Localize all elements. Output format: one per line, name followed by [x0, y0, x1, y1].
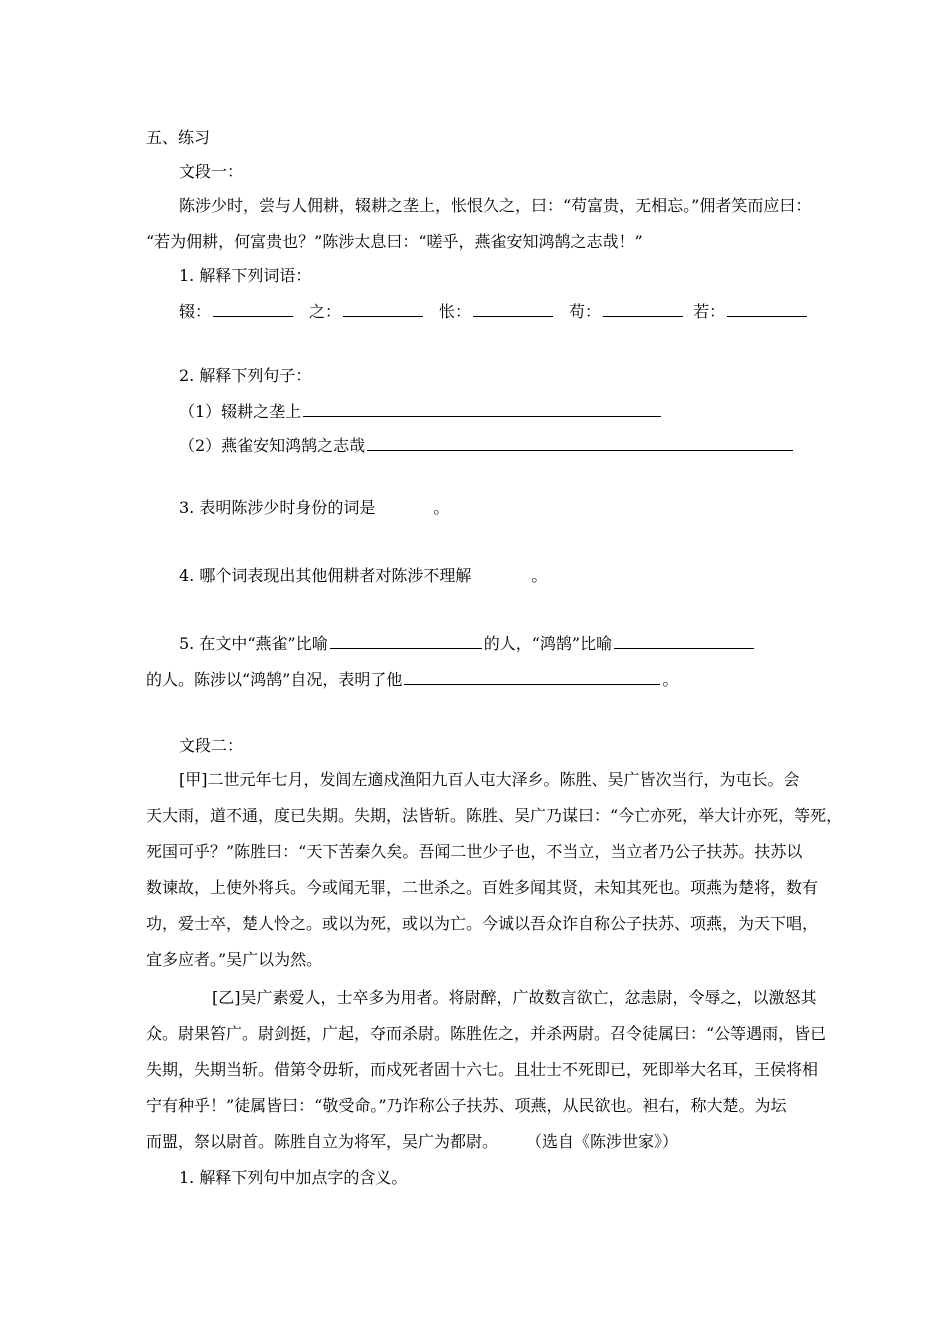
q3-text: 3. 表明陈涉少时身份的词是	[179, 498, 376, 517]
passage2-q1: 1. 解释下列句中加点字的含义。	[179, 1168, 408, 1187]
answer-blank[interactable]	[614, 632, 754, 649]
term-label: 若：	[693, 302, 726, 321]
answer-blank[interactable]	[603, 300, 683, 317]
source-citation: （选自《陈涉世家》）	[526, 1132, 679, 1151]
passage1-text-line: 陈涉少时，尝与人佣耕，辍耕之垄上，怅恨久之，曰：“苟富贵，无相忘。”佣者笑而应曰：	[179, 196, 812, 215]
passage2-jia-line: [甲]二世元年七月，发闾左適戍渔阳九百人屯大泽乡。陈胜、吴广皆次当行，为屯长。会	[179, 770, 800, 789]
q3-end: 。	[433, 498, 450, 517]
q4-text: 4. 哪个词表现出其他佣耕者对陈涉不理解	[179, 566, 472, 585]
q1-term-row	[179, 300, 809, 322]
q5-part1: 5. 在文中“燕雀”比喻	[179, 634, 328, 653]
answer-blank[interactable]	[473, 300, 553, 317]
passage2-jia-line: 宜多应者。”吴广以为然。	[146, 950, 323, 969]
q2-sentence: （2）燕雀安知鸿鹄之志哉	[179, 436, 366, 455]
term-label: 苟：	[569, 302, 602, 321]
passage2-yi-line: 失期，失期当斩。借第令毋斩，而戍死者固十六七。且壮士不死即已，死即举大名耳，王侯将相	[146, 1060, 819, 1079]
q2-sentence: （1）辍耕之垄上	[179, 402, 302, 421]
passage2-yi-line: 宁有种乎！”徒属皆曰：“敬受命。”乃诈称公子扶苏、项燕，从民欲也。袒右，称大楚。为坛	[146, 1096, 787, 1115]
passage1-text-line: “若为佣耕，何富贵也？”陈涉太息曰：“嗟乎，燕雀安知鸿鹄之志哉！”	[146, 232, 643, 251]
passage2-yi-line: [乙]吴广素爱人，士卒多为用者。将尉醉，广故数言欲亡，忿恚尉，令辱之，以激怒其	[212, 988, 817, 1007]
answer-blank[interactable]	[213, 300, 293, 317]
q2-sentence-row	[179, 400, 663, 422]
term-label: 之：	[309, 302, 342, 321]
answer-blank[interactable]	[727, 300, 807, 317]
passage2-yi-line: 众。尉果笞广。尉剑挺，广起，夺而杀尉。陈胜佐之，并杀两尉。召令徒属曰：“公等遇雨，皆已	[146, 1024, 827, 1043]
q1-label: 1. 解释下列词语：	[179, 266, 312, 285]
q5-row	[146, 668, 678, 690]
passage2-heading: 文段二：	[179, 736, 244, 755]
section-heading: 五、练习	[146, 128, 211, 147]
passage2-jia-line: 死国可乎？”陈胜曰：“天下苦秦久矣。吾闻二世少子也，不当立，当立者乃公子扶苏。扶苏以	[146, 842, 803, 861]
passage2-jia-line: 数谏故，上使外将兵。今或闻无罪，二世杀之。百姓多闻其贤，未知其死也。项燕为楚将，数有	[146, 878, 819, 897]
q5-end: 。	[662, 670, 679, 689]
answer-blank[interactable]	[330, 632, 482, 649]
passage2-jia-line: 功，爱士卒，楚人怜之。或以为死，或以为亡。今诚以吾众诈自称公子扶苏、项燕，为天下唱，	[146, 914, 819, 933]
answer-blank[interactable]	[343, 300, 423, 317]
q2-sentence-row	[179, 434, 795, 456]
answer-blank[interactable]	[303, 400, 661, 417]
q4-row	[179, 566, 547, 586]
passage2-yi-line	[146, 1132, 678, 1152]
q4-end: 。	[531, 566, 548, 585]
q5-part3: 的人。陈涉以“鸿鹄”自况，表明了他	[146, 670, 403, 689]
q5-row	[179, 632, 756, 654]
term-label: 辍：	[179, 302, 212, 321]
answer-blank[interactable]	[404, 668, 660, 685]
q5-part2: 的人，“鸿鹄”比喻	[483, 634, 613, 653]
passage2-yi-last: 而盟，祭以尉首。陈胜自立为将军，吴广为都尉。	[146, 1132, 499, 1151]
term-label: 怅：	[439, 302, 472, 321]
passage2-jia-line: 天大雨，道不通，度已失期。失期，法皆斩。陈胜、吴广乃谋曰：“今亡亦死，举大计亦死，等死，	[146, 806, 843, 825]
q3-row	[179, 498, 449, 518]
passage1-heading: 文段一：	[179, 162, 244, 181]
answer-blank[interactable]	[367, 434, 793, 451]
q2-label: 2. 解释下列句子：	[179, 366, 312, 385]
